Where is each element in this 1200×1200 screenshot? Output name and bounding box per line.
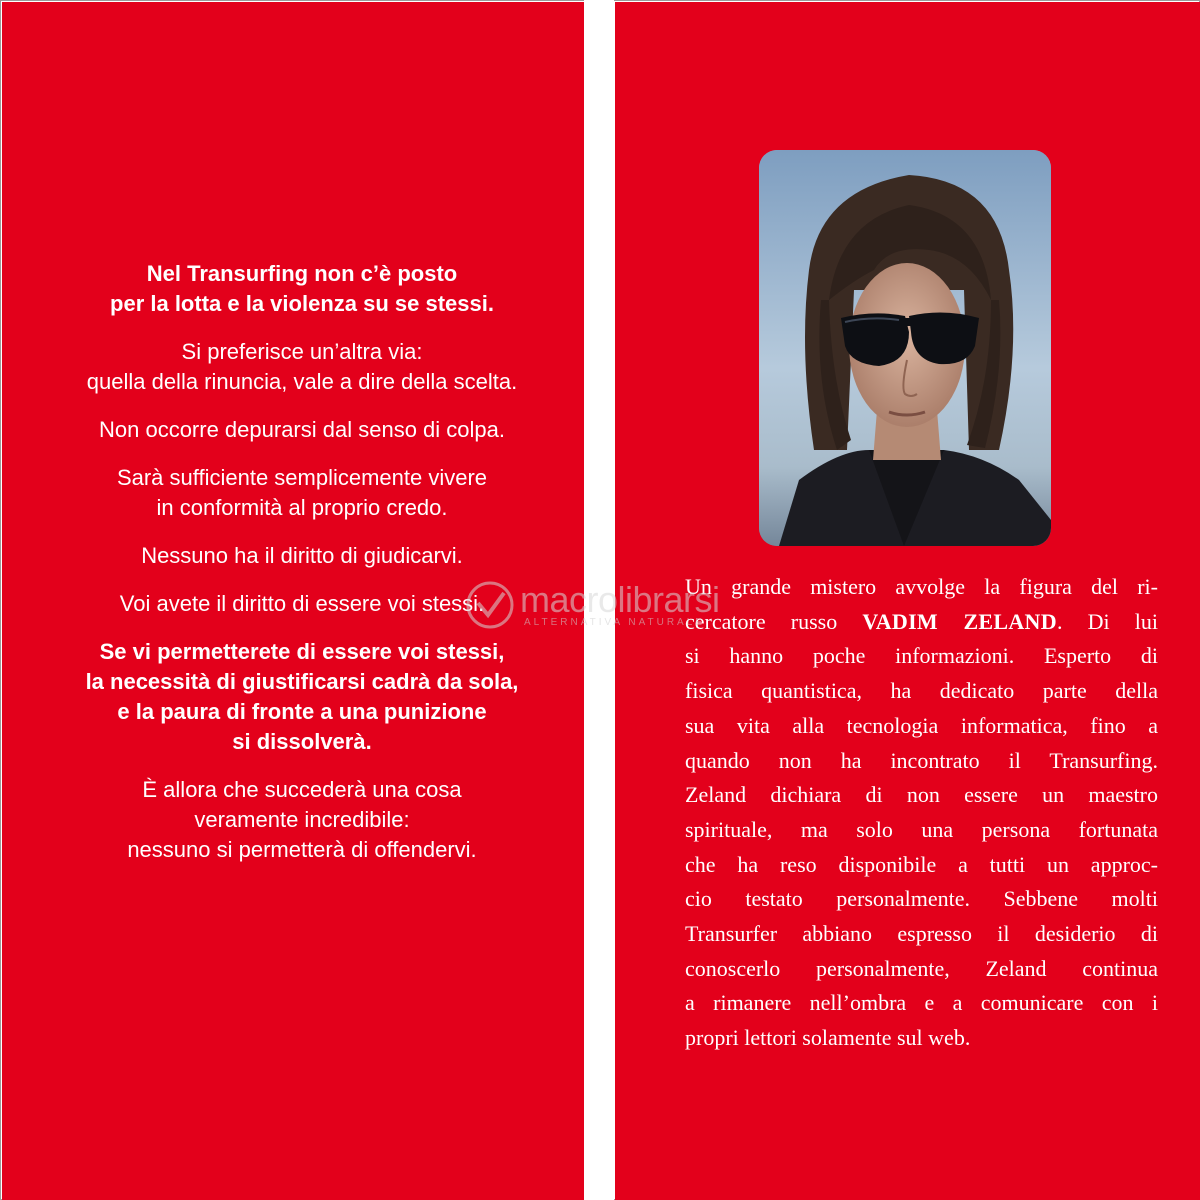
text-line: Si preferisce un’altra via:	[181, 339, 423, 364]
text-line: Nel Transurfing non c’è posto	[146, 261, 458, 286]
left-panel	[2, 2, 585, 1200]
text-line: in conformità al proprio credo.	[156, 495, 448, 520]
quote-block	[42, 259, 562, 883]
text-line: quella della rinuncia, vale a dire della scelta.	[86, 369, 518, 394]
paragraph-7	[42, 637, 562, 757]
paragraph-3	[42, 415, 562, 445]
author-photo	[759, 150, 1051, 546]
paragraph-5	[42, 541, 562, 571]
bio-line: Un grande mistero avvolge la figura del ri-	[685, 574, 1158, 599]
bio-text: . Di lui	[1056, 608, 1158, 634]
bio-line	[685, 605, 1158, 640]
watermark-brand: macrolibrarsi	[520, 579, 720, 620]
author-name: VADIM ZELAND	[862, 608, 1057, 634]
text-line: e la paura di fronte a una punizione	[117, 699, 487, 724]
paragraph-4	[42, 463, 562, 523]
bio-text: cercatore russo	[685, 608, 863, 634]
text-line: la necessità di giustificarsi cadrà da sola,	[85, 669, 519, 694]
watermark-tagline: ALTERNATIVA NATURALE	[524, 617, 705, 628]
paragraph-6	[42, 589, 562, 619]
page-gutter	[584, 0, 614, 1200]
bio-line: a rimanere nell’ombra e a comunicare con i	[685, 990, 1158, 1016]
text-line: per la lotta e la violenza su se stessi.	[110, 291, 494, 316]
text-line: È allora che succederà una cosa	[142, 777, 462, 802]
paragraph-1	[42, 259, 562, 319]
bio-line: che ha reso disponibile a tutti un approc-	[685, 851, 1158, 877]
text-line: Voi avete il diritto di essere voi stessi.	[119, 591, 485, 616]
bio-line: conoscerlo personalmente, Zeland continua	[685, 955, 1158, 981]
author-bio	[685, 570, 1158, 1056]
bio-line: si hanno poche informazioni. Esperto di	[685, 643, 1158, 669]
bio-line: fisica quantistica, ha dedicato parte della	[685, 678, 1158, 704]
bio-line: sua vita alla tecnologia informatica, fino a	[685, 712, 1158, 738]
text-line: veramente incredibile:	[194, 807, 410, 832]
bio-line: Transurfer abbiano espresso il desiderio di	[685, 921, 1158, 947]
text-line: Non occorre depurarsi dal senso di colpa.	[98, 417, 505, 442]
bio-line: cio testato personalmente. Sebbene molti	[685, 886, 1158, 912]
bio-line: spirituale, ma solo una persona fortunata	[685, 816, 1158, 842]
text-line: Nessuno ha il diritto di giudicarvi.	[141, 543, 463, 568]
bio-line: propri lettori solamente sul web.	[685, 1025, 971, 1051]
portrait-illustration	[759, 150, 1051, 546]
paragraph-8	[42, 775, 562, 865]
text-line: Se vi permetterete di essere voi stessi,	[99, 639, 505, 664]
bio-line: Zeland dichiara di non essere un maestro	[685, 782, 1158, 808]
bio-line: quando non ha incontrato il Transurfing.	[685, 747, 1158, 773]
text-line: Sarà sufficiente semplicemente vivere	[116, 465, 488, 490]
text-line: si dissolverà.	[232, 729, 372, 754]
text-line: nessuno si permetterà di offendervi.	[127, 837, 477, 862]
paragraph-2	[42, 337, 562, 397]
